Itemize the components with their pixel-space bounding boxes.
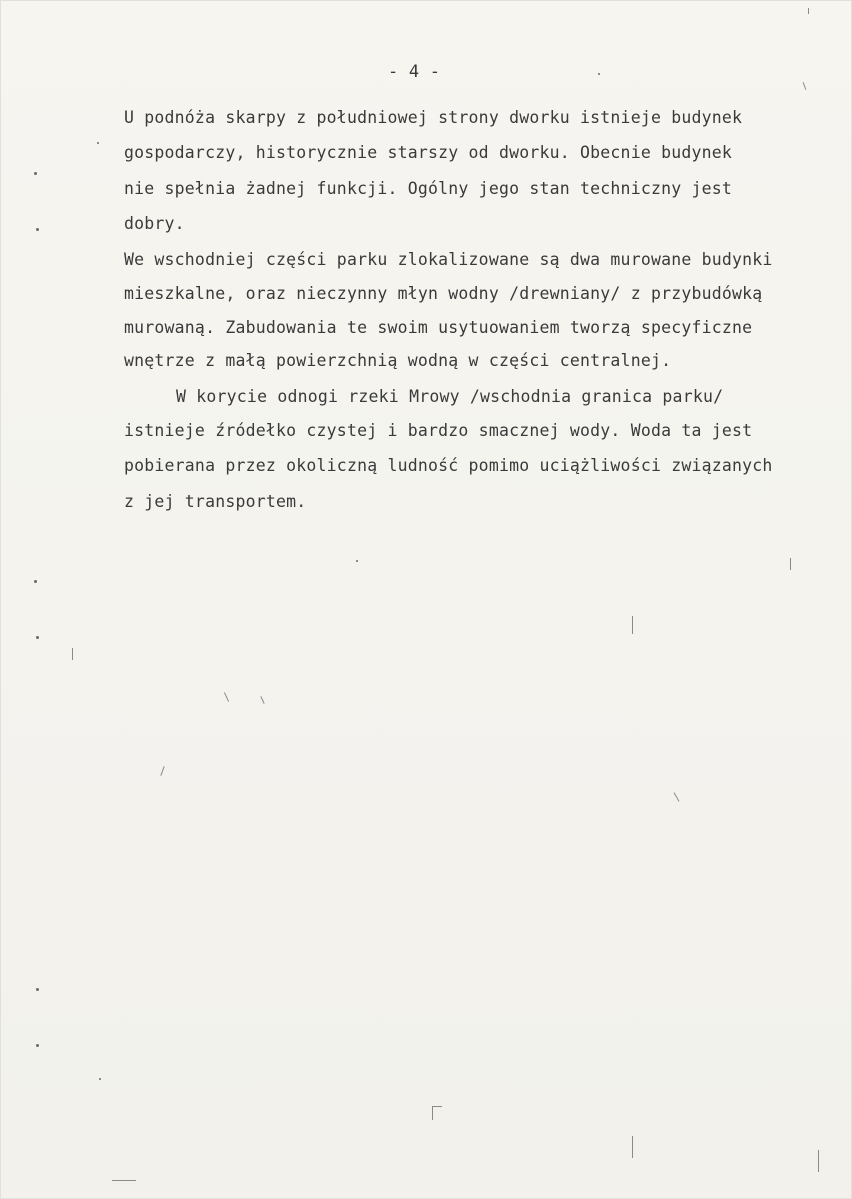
paragraph-3-line-1: W korycie odnogi rzeki Mrowy /wschodnia granica parku/ [176, 387, 724, 406]
paragraph-1-line-3: nie spełnia żadnej funkcji. Ogólny jego stan techniczny jest [124, 179, 733, 198]
scan-mark [160, 766, 164, 776]
scan-mark [632, 616, 633, 634]
scan-mark [72, 648, 73, 660]
scan-mark [803, 82, 807, 90]
scan-speck [36, 228, 39, 231]
paragraph-2-line-1: We wschodniej części parku zlokalizowane są dwa murowane budynki [124, 250, 773, 269]
scan-mark [224, 692, 229, 701]
scan-mark [112, 1180, 136, 1181]
scan-speck [97, 142, 99, 144]
paragraph-2-line-2: mieszkalne, oraz nieczynny młyn wodny /drewniany/ z przybudówką [124, 284, 763, 303]
scan-mark [674, 792, 680, 801]
scan-speck [356, 560, 358, 562]
page-number: - 4 - [388, 62, 441, 82]
scan-speck [36, 636, 39, 639]
paragraph-1-line-1: U podnóża skarpy z południowej strony dworku istnieje budynek [124, 108, 743, 127]
scan-speck [36, 988, 39, 991]
scan-mark [632, 1136, 633, 1158]
scan-mark [260, 696, 264, 704]
paragraph-1-line-2: gospodarczy, historycznie starszy od dworku. Obecnie budynek [124, 143, 733, 162]
scan-mark [790, 558, 791, 570]
scan-speck [99, 1078, 101, 1080]
paragraph-3-line-3: pobierana przez okoliczną ludność pomimo uciążliwości związanych [124, 456, 773, 475]
scan-speck [34, 172, 37, 175]
scan-mark [808, 8, 809, 14]
scan-speck [34, 580, 37, 583]
paragraph-2-line-3: murowaną. Zabudowania te swoim usytuowaniem tworzą specyficzne [124, 318, 753, 337]
scan-speck [598, 73, 600, 75]
scan-mark [432, 1106, 442, 1107]
paragraph-3-line-4: z jej transportem. [124, 492, 307, 511]
scan-mark [432, 1106, 433, 1120]
scan-mark [818, 1150, 819, 1172]
scan-speck [36, 1044, 39, 1047]
paragraph-1-line-4: dobry. [124, 214, 185, 233]
paragraph-3-line-2: istnieje źródełko czystej i bardzo smacznej wody. Woda ta jest [124, 421, 753, 440]
paragraph-2-line-4: wnętrze z małą powierzchnią wodną w części centralnej. [124, 351, 672, 370]
